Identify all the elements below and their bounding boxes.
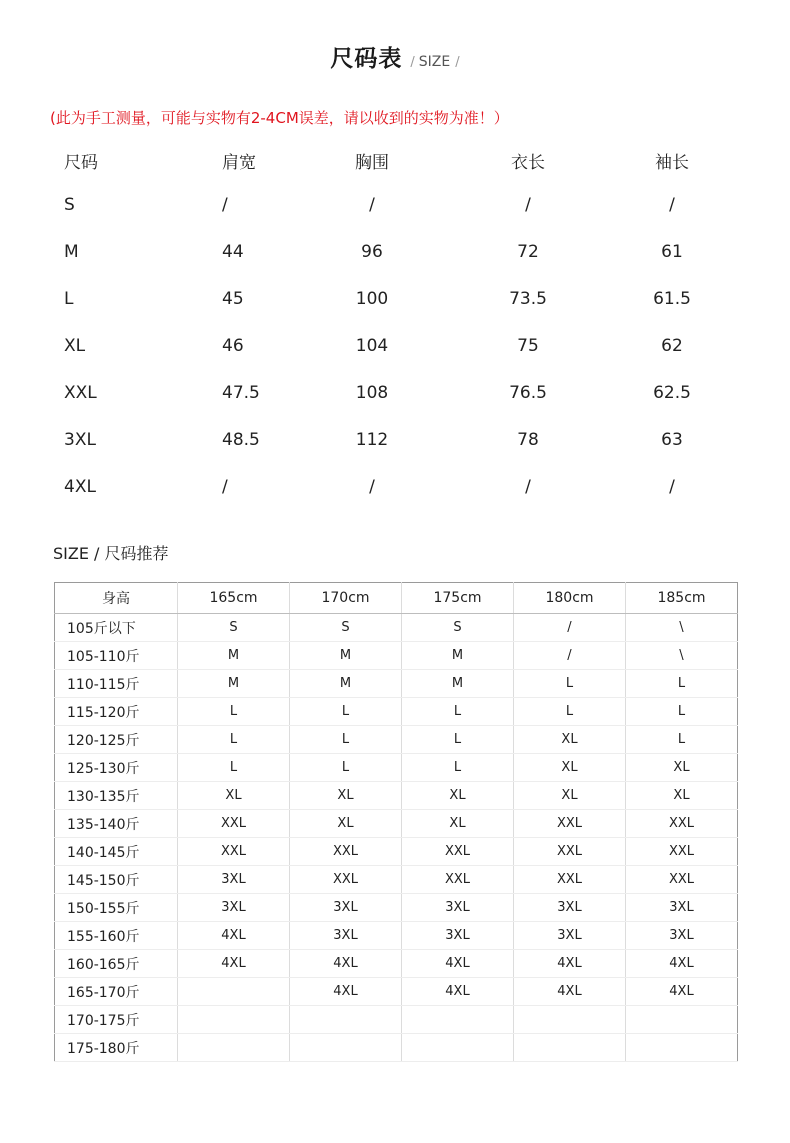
recommended-size: \ bbox=[626, 642, 738, 670]
recommended-size: 3XL bbox=[402, 922, 514, 950]
recommended-size: 4XL bbox=[626, 978, 738, 1006]
table-row bbox=[55, 698, 738, 726]
measurement-value: 63 bbox=[661, 430, 683, 450]
size-chart-header-cell: 衣长 bbox=[511, 153, 545, 173]
recommended-size: M bbox=[290, 670, 402, 698]
recommended-size: M bbox=[402, 642, 514, 670]
size-chart-header-cell: 袖长 bbox=[655, 153, 689, 173]
size-label: M bbox=[64, 242, 79, 262]
recommended-size: L bbox=[290, 726, 402, 754]
recommended-size: L bbox=[290, 698, 402, 726]
height-column-header: 185cm bbox=[626, 583, 738, 614]
measurement-value: 73.5 bbox=[509, 289, 547, 309]
measurement-value: 78 bbox=[517, 430, 539, 450]
title-separator: / bbox=[410, 55, 415, 70]
recommended-size: XL bbox=[514, 782, 626, 810]
recommended-size: L bbox=[402, 754, 514, 782]
size-chart-header-cell: 胸围 bbox=[355, 153, 389, 173]
page-title-bar bbox=[0, 40, 790, 73]
size-chart-row: 4XL / / / / bbox=[64, 477, 675, 497]
recommended-size: 4XL bbox=[178, 950, 290, 978]
size-label: XL bbox=[64, 336, 86, 356]
recommended-size: L bbox=[626, 670, 738, 698]
recommended-size: / bbox=[514, 642, 626, 670]
measurement-note: (此为手工测量，可能与实物有2-4CM误差，请以收到的实物为准！） bbox=[50, 109, 509, 127]
recommended-size: 3XL bbox=[178, 866, 290, 894]
recommended-size: S bbox=[178, 614, 290, 642]
recommended-size: S bbox=[290, 614, 402, 642]
size-label: L bbox=[64, 289, 74, 309]
recommended-size bbox=[514, 1034, 626, 1062]
measurement-value: 96 bbox=[361, 242, 383, 262]
recommended-size: 4XL bbox=[514, 978, 626, 1006]
recommended-size: M bbox=[178, 670, 290, 698]
recommended-size: XL bbox=[626, 782, 738, 810]
weight-range: 105斤以下 bbox=[55, 614, 178, 642]
recommended-size: 3XL bbox=[514, 922, 626, 950]
recommended-size: XXL bbox=[402, 866, 514, 894]
recommended-size: L bbox=[402, 698, 514, 726]
size-label: S bbox=[64, 195, 75, 215]
measurement-value: 108 bbox=[355, 383, 389, 403]
recommended-size: L bbox=[178, 698, 290, 726]
table-row bbox=[55, 866, 738, 894]
recommendation-title: SIZE / 尺码推荐 bbox=[53, 544, 169, 563]
weight-range: 115-120斤 bbox=[55, 698, 178, 726]
table-row bbox=[55, 726, 738, 754]
recommended-size: XL bbox=[178, 782, 290, 810]
recommended-size: 4XL bbox=[626, 950, 738, 978]
recommended-size: XXL bbox=[178, 810, 290, 838]
recommended-size: 3XL bbox=[290, 894, 402, 922]
measurement-value: / bbox=[525, 195, 531, 215]
weight-range: 120-125斤 bbox=[55, 726, 178, 754]
recommended-size: XXL bbox=[514, 838, 626, 866]
size-chart-header: 尺码 肩宽 胸围 衣长 袖长 bbox=[50, 140, 770, 187]
recommended-size bbox=[514, 1006, 626, 1034]
recommended-size: XL bbox=[290, 782, 402, 810]
weight-range: 170-175斤 bbox=[55, 1006, 178, 1034]
recommended-size: XL bbox=[514, 754, 626, 782]
weight-range: 165-170斤 bbox=[55, 978, 178, 1006]
recommended-size: 4XL bbox=[402, 950, 514, 978]
height-column-header: 180cm bbox=[514, 583, 626, 614]
recommended-size: 3XL bbox=[626, 922, 738, 950]
recommended-size: / bbox=[514, 614, 626, 642]
table-row bbox=[55, 810, 738, 838]
weight-range: 125-130斤 bbox=[55, 754, 178, 782]
measurement-value: 100 bbox=[355, 289, 389, 309]
recommended-size: L bbox=[514, 698, 626, 726]
measurement-value: / bbox=[669, 477, 675, 497]
measurement-value: 61.5 bbox=[653, 289, 691, 309]
recommended-size: M bbox=[290, 642, 402, 670]
recommended-size bbox=[178, 978, 290, 1006]
table-row bbox=[55, 614, 738, 642]
recommended-size: XXL bbox=[626, 866, 738, 894]
recommended-size bbox=[178, 1034, 290, 1062]
measurement-value: 62.5 bbox=[653, 383, 691, 403]
recommended-size: 4XL bbox=[178, 922, 290, 950]
recommended-size bbox=[178, 1006, 290, 1034]
recommended-size: 3XL bbox=[290, 922, 402, 950]
size-chart-row: XXL 47.5 108 76.5 62.5 bbox=[64, 383, 691, 403]
recommended-size: XL bbox=[402, 810, 514, 838]
measurement-value: 104 bbox=[355, 336, 389, 356]
recommended-size: XXL bbox=[290, 866, 402, 894]
recommended-size: L bbox=[178, 726, 290, 754]
table-row bbox=[55, 978, 738, 1006]
weight-range: 130-135斤 bbox=[55, 782, 178, 810]
recommended-size: XXL bbox=[626, 810, 738, 838]
recommended-size: XL bbox=[290, 810, 402, 838]
table-row bbox=[55, 670, 738, 698]
title-separator-trailing: / bbox=[455, 55, 460, 70]
recommended-size: 3XL bbox=[514, 894, 626, 922]
size-chart-row: M 44 96 72 61 bbox=[64, 242, 683, 262]
recommended-size: XL bbox=[626, 754, 738, 782]
measurement-value: 72 bbox=[517, 242, 539, 262]
height-column-header: 175cm bbox=[402, 583, 514, 614]
size-chart-row: 3XL 48.5 112 78 63 bbox=[64, 430, 683, 450]
weight-range: 140-145斤 bbox=[55, 838, 178, 866]
recommended-size: S bbox=[402, 614, 514, 642]
recommended-size: 4XL bbox=[290, 978, 402, 1006]
recommended-size: 4XL bbox=[290, 950, 402, 978]
recommended-size bbox=[290, 1006, 402, 1034]
recommended-size: XL bbox=[402, 782, 514, 810]
measurement-value: / bbox=[669, 195, 675, 215]
size-chart-row: L 45 100 73.5 61.5 bbox=[64, 289, 691, 309]
size-label: 3XL bbox=[64, 430, 96, 450]
recommended-size bbox=[290, 1034, 402, 1062]
recommended-size: XXL bbox=[514, 810, 626, 838]
recommended-size: L bbox=[626, 726, 738, 754]
measurement-value: 62 bbox=[661, 336, 683, 356]
weight-range: 150-155斤 bbox=[55, 894, 178, 922]
table-row bbox=[55, 1006, 738, 1034]
recommended-size: XXL bbox=[514, 866, 626, 894]
recommended-size: L bbox=[402, 726, 514, 754]
table-row bbox=[55, 950, 738, 978]
measurement-value: 61 bbox=[661, 242, 683, 262]
recommended-size: L bbox=[178, 754, 290, 782]
table-row bbox=[55, 894, 738, 922]
recommended-size: 3XL bbox=[626, 894, 738, 922]
recommended-size: XXL bbox=[290, 838, 402, 866]
size-label: XXL bbox=[64, 383, 97, 403]
size-chart-row: XL 46 104 75 62 bbox=[64, 336, 683, 356]
recommended-size: 4XL bbox=[514, 950, 626, 978]
recommended-size: XXL bbox=[178, 838, 290, 866]
recommended-size: L bbox=[626, 698, 738, 726]
measurement-value: / bbox=[525, 477, 531, 497]
recommended-size: M bbox=[178, 642, 290, 670]
page-title: 尺码表 bbox=[330, 46, 403, 72]
recommended-size: XXL bbox=[626, 838, 738, 866]
table-row bbox=[55, 838, 738, 866]
recommended-size: L bbox=[514, 670, 626, 698]
size-chart bbox=[50, 140, 770, 516]
table-row bbox=[55, 922, 738, 950]
table-row bbox=[55, 642, 738, 670]
measurement-value: 75 bbox=[517, 336, 539, 356]
recommended-size: 3XL bbox=[178, 894, 290, 922]
weight-range: 155-160斤 bbox=[55, 922, 178, 950]
weight-range: 160-165斤 bbox=[55, 950, 178, 978]
recommended-size: \ bbox=[626, 614, 738, 642]
recommended-size: 3XL bbox=[402, 894, 514, 922]
height-header: 身高 bbox=[55, 583, 178, 614]
weight-range: 135-140斤 bbox=[55, 810, 178, 838]
recommended-size: 4XL bbox=[402, 978, 514, 1006]
weight-range: 175-180斤 bbox=[55, 1034, 178, 1062]
recommendation-table-wrapper bbox=[54, 582, 738, 1062]
size-label: 4XL bbox=[64, 477, 96, 497]
measurement-value: / bbox=[369, 477, 375, 497]
recommended-size bbox=[402, 1034, 514, 1062]
table-row bbox=[55, 782, 738, 810]
page-subtitle: SIZE bbox=[418, 54, 451, 70]
recommendation-table bbox=[54, 582, 738, 1062]
table-row bbox=[55, 754, 738, 782]
recommended-size: XXL bbox=[402, 838, 514, 866]
recommended-size bbox=[626, 1034, 738, 1062]
height-column-header: 165cm bbox=[178, 583, 290, 614]
measurement-value: 112 bbox=[355, 430, 389, 450]
weight-range: 110-115斤 bbox=[55, 670, 178, 698]
weight-range: 145-150斤 bbox=[55, 866, 178, 894]
recommended-size bbox=[402, 1006, 514, 1034]
height-column-header: 170cm bbox=[290, 583, 402, 614]
recommended-size: XL bbox=[514, 726, 626, 754]
size-chart-row: S / / / / bbox=[64, 195, 675, 215]
recommendation-header-row bbox=[55, 583, 738, 614]
recommended-size: L bbox=[290, 754, 402, 782]
size-chart-header-cell: 尺码 bbox=[64, 153, 98, 173]
weight-range: 105-110斤 bbox=[55, 642, 178, 670]
recommended-size bbox=[626, 1006, 738, 1034]
table-row bbox=[55, 1034, 738, 1062]
recommended-size: M bbox=[402, 670, 514, 698]
measurement-value: 76.5 bbox=[509, 383, 547, 403]
measurement-value: / bbox=[369, 195, 375, 215]
